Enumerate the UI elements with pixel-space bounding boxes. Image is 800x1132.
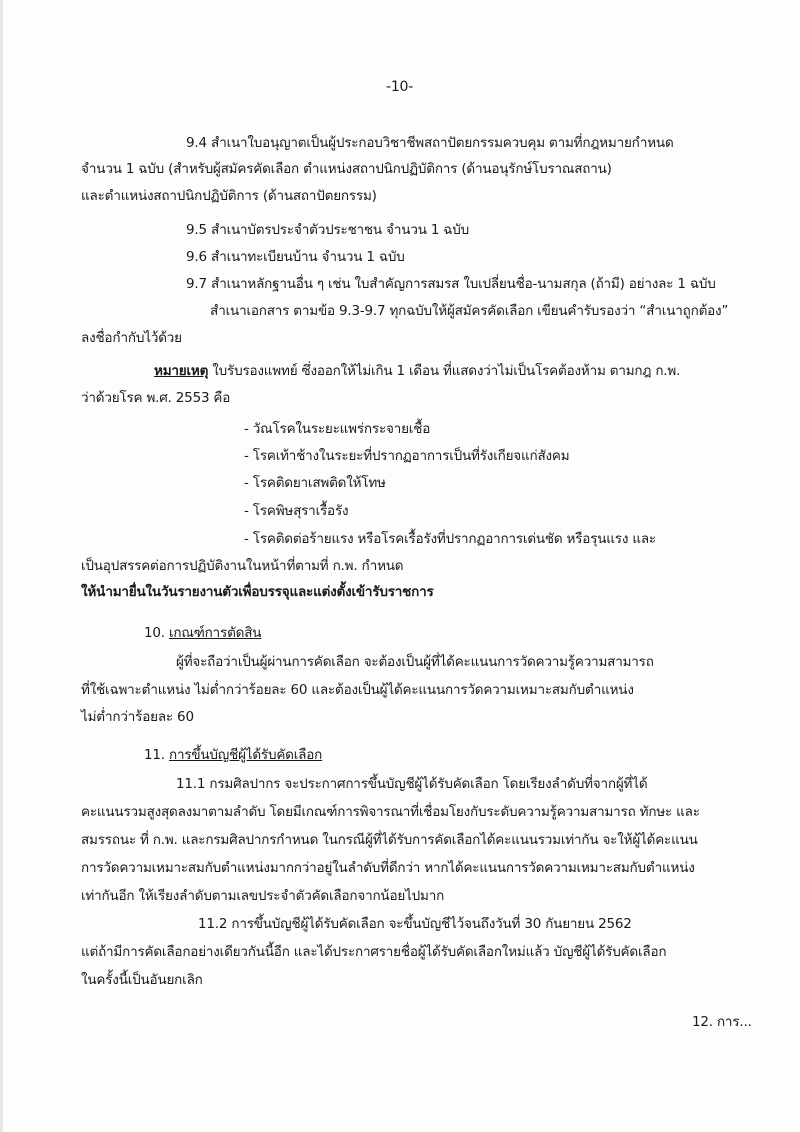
section-11-number: 11. bbox=[144, 747, 169, 763]
item-9-4-line1: 9.4 สำเนาใบอนุญาตเป็นผู้ประกอบวิชาชีพสถาปัตยกรรมควบคุม ตามที่กฎหมายกำหนด bbox=[186, 135, 674, 151]
note-line1 bbox=[154, 362, 680, 380]
section-11-1-line: คะแนนรวมสูงสุดลงมาตามลำดับ โดยมีเกณฑ์การพิจารณาที่เชื่อมโยงกับระดับความรู้ความสามารถ ทักษะ และ bbox=[81, 804, 700, 820]
section-10-line3: ไม่ต่ำกว่าร้อยละ 60 bbox=[81, 709, 194, 725]
item-9-5: 9.5 สำเนาบัตรประจำตัวประชาชน จำนวน 1 ฉบับ bbox=[186, 222, 470, 238]
note-text: ใบรับรองแพทย์ ซึ่งออกให้ไม่เกิน 1 เดือน ที่แสดงว่าไม่เป็นโรคต้องห้าม ตามกฎ ก.พ. bbox=[208, 363, 681, 379]
disease-continuation: เป็นอุปสรรคต่อการปฏิบัติงานในหน้าที่ตามที่ ก.พ. กำหนด bbox=[81, 558, 404, 574]
section-11-2-line: 11.2 การขึ้นบัญชีผู้ได้รับคัดเลือก จะขึ้นบัญชีไว้จนถึงวันที่ 30 กันยายน 2562 bbox=[198, 916, 632, 932]
section-11-2-line: ในครั้งนี้เป็นอันยกเลิก bbox=[81, 972, 203, 988]
certify-line2: ลงชื่อกำกับไว้ด้วย bbox=[81, 330, 182, 346]
disease-item: - โรคติดยาเสพติดให้โทษ bbox=[244, 475, 386, 491]
certify-line1: สำเนาเอกสาร ตามข้อ 9.3-9.7 ทุกฉบับให้ผู้สมัครคัดเลือก เขียนคำรับรองว่า “สำเนาถูกต้อง” bbox=[210, 303, 729, 319]
disease-item: - วัณโรคในระยะแพร่กระจายเชื้อ bbox=[244, 421, 431, 437]
disease-item: - โรคติดต่อร้ายแรง หรือโรคเรื้อรังที่ปรากฏอาการเด่นชัด หรือรุนแรง และ bbox=[244, 531, 656, 547]
section-10-number: 10. bbox=[144, 625, 169, 641]
item-9-6: 9.6 สำเนาทะเบียนบ้าน จำนวน 1 ฉบับ bbox=[186, 249, 405, 265]
section-10-line1: ผู้ที่จะถือว่าเป็นผู้ผ่านการคัดเลือก จะต้องเป็นผู้ที่ได้คะแนนการวัดความรู้ความสามารถ bbox=[176, 654, 654, 670]
item-9-7: 9.7 สำเนาหลักฐานอื่น ๆ เช่น ใบสำคัญการสมรส ใบเปลี่ยนชื่อ-นามสกุล (ถ้ามี) อย่างละ 1 ฉบับ bbox=[186, 276, 716, 292]
section-10-line2: ที่ใช้เฉพาะตำแหน่ง ไม่ต่ำกว่าร้อยละ 60 และต้องเป็นผู้ได้คะแนนการวัดความเหมาะสมกับตำแหน่ง bbox=[81, 682, 634, 698]
section-11-1-line: เท่ากันอีก ให้เรียงลำดับตามเลขประจำตัวคัดเลือกจากน้อยไปมาก bbox=[81, 888, 445, 904]
section-11-1-line: การวัดความเหมาะสมกับตำแหน่งมากกว่าอยู่ในลำดับที่ดีกว่า หากได้คะแนนการวัดความเหมาะสมกับตำแหน่ง bbox=[81, 860, 695, 876]
page-number: -10- bbox=[386, 79, 414, 95]
item-9-4-line3: และตำแหน่งสถาปนิกปฏิบัติการ (ด้านสถาปัตยกรรม) bbox=[81, 188, 377, 204]
section-11-title: การขึ้นบัญชีผู้ได้รับคัดเลือก bbox=[168, 747, 323, 763]
item-9-4-line2: จำนวน 1 ฉบับ (สำหรับผู้สมัครคัดเลือก ตำแหน่งสถาปนิกปฏิบัติการ (ด้านอนุรักษ์โบราณสถาน) bbox=[81, 161, 612, 177]
submit-instruction: ให้นำมายื่นในวันรายงานตัวเพื่อบรรจุและแต่งตั้งเข้ารับราชการ bbox=[81, 584, 434, 600]
scan-edge bbox=[0, 0, 3, 1132]
section-10-title: เกณฑ์การตัดสิน bbox=[168, 625, 262, 641]
section-10-heading bbox=[144, 624, 261, 642]
disease-item: - โรคพิษสุราเรื้อรัง bbox=[244, 503, 349, 519]
section-11-1-line: 11.1 กรมศิลปากร จะประกาศการขึ้นบัญชีผู้ได้รับคัดเลือก โดยเรียงลำดับที่จากผู้ที่ได้ bbox=[176, 776, 648, 792]
continuation-marker: 12. การ... bbox=[692, 1014, 752, 1030]
note-line2: ว่าด้วยโรค พ.ศ. 2553 คือ bbox=[81, 390, 231, 406]
section-11-1-line: สมรรถนะ ที่ ก.พ. และกรมศิลปากรกำหนด ในกรณีผู้ที่ได้รับการคัดเลือกได้คะแนนรวมเท่ากัน จะให้ผู้ได้คะแนน bbox=[81, 832, 698, 848]
section-11-heading bbox=[144, 746, 322, 764]
note-label: หมายเหตุ bbox=[154, 363, 209, 379]
section-11-2-line: แต่ถ้ามีการคัดเลือกอย่างเดียวกันนี้อีก และได้ประกาศรายชื่อผู้ได้รับคัดเลือกใหม่แล้ว บัญชีผู้ได้รับคัดเลือก bbox=[81, 944, 667, 960]
disease-item: - โรคเท้าช้างในระยะที่ปรากฏอาการเป็นที่รังเกียจแก่สังคม bbox=[244, 448, 570, 464]
